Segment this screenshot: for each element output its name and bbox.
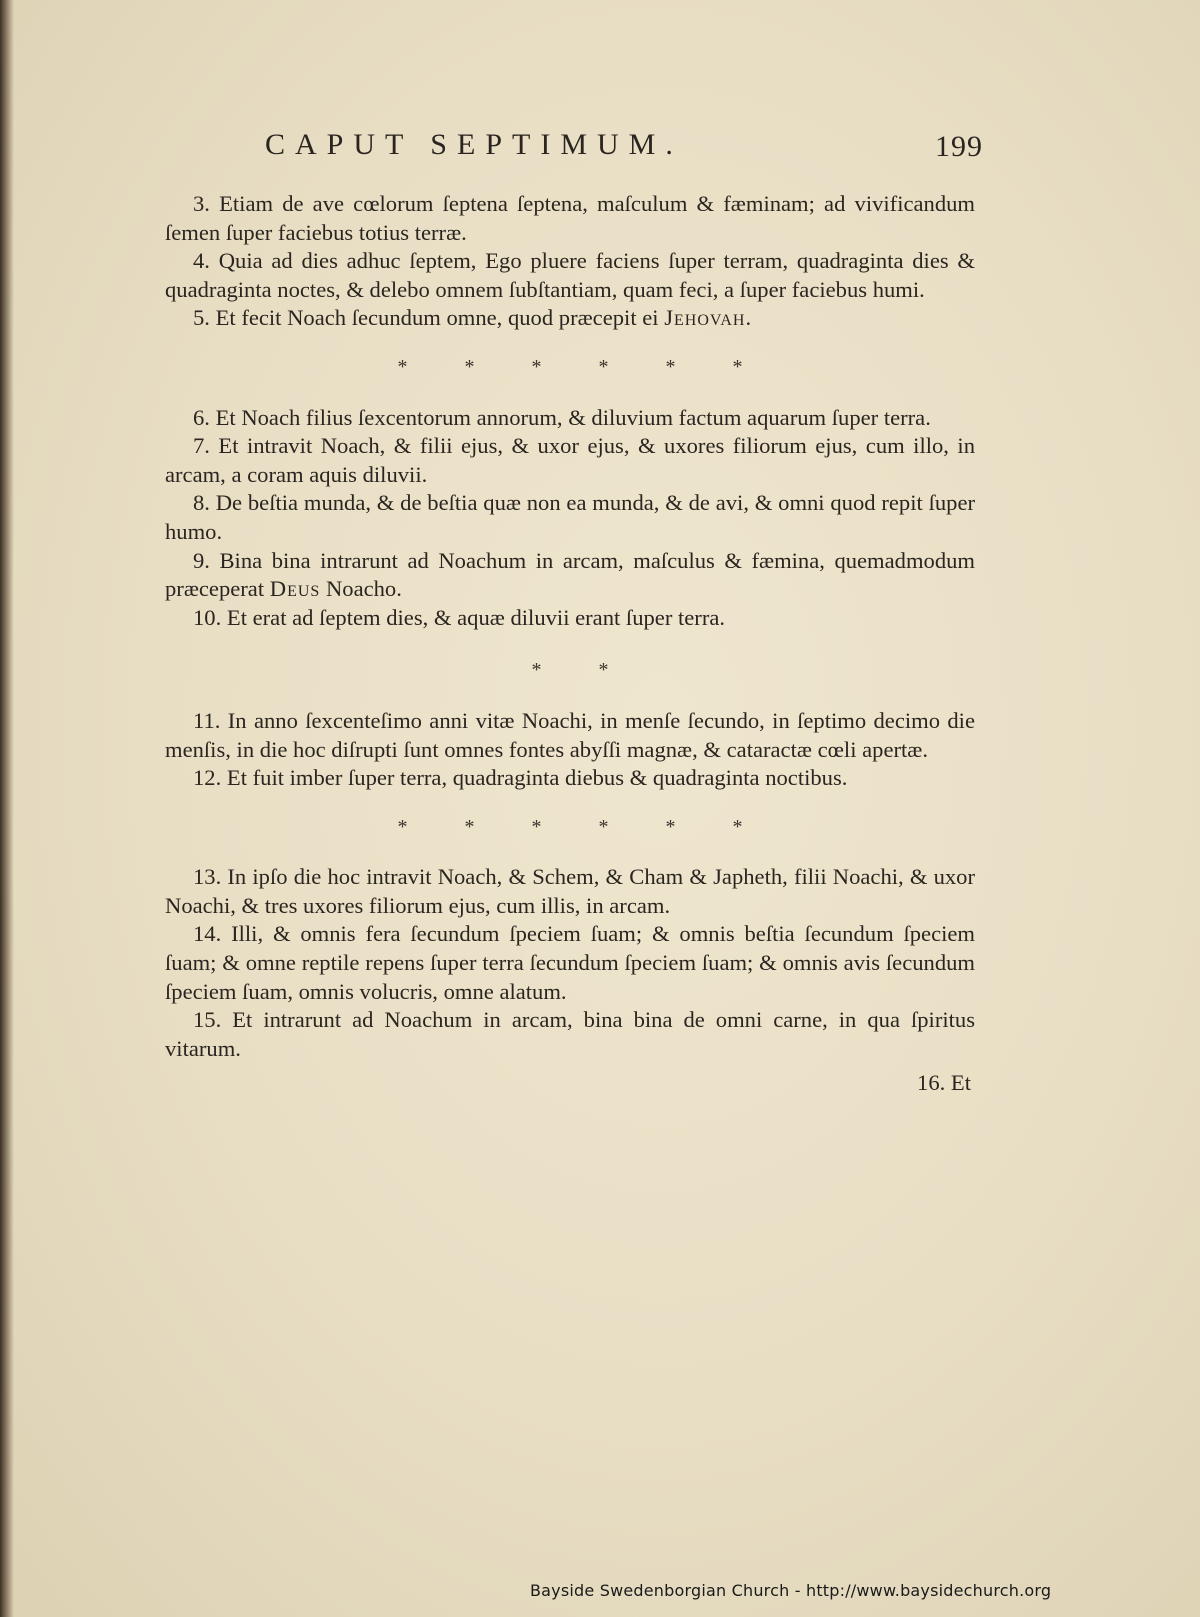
verse-15: 15. Et intrarunt ad Noachum in arcam, bina bina de omni carne, in qua ſpiritus vitarum.	[165, 1007, 975, 1061]
verse-11: 11. In anno ſexcenteſimo anni vitæ Noachi, in menſe ſecundo, in ſeptimo decimo die menſis, in die hoc diſrupti ſunt omnes fontes abyſſi magnæ, & cataractæ cœli apertæ.	[165, 707, 975, 762]
verse-14: 14. Illi, & omnis fera ſecundum ſpeciem ſuam; & omnis beſtia ſecundum ſpeciem ſuam; & omne reptile repens ſuper terra ſecundum ſpeciem ſuam; & omnis avis ſecundum ſpeciem ſuam, omnis volucris, omne alatum.	[165, 921, 975, 1004]
verse-6: 6. Et Noach filius ſexcentorum annorum, & diluvium factum aquarum ſuper terra.	[193, 404, 931, 430]
page-header	[265, 128, 985, 168]
verse-8: 8. De beſtia munda, & de beſtia quæ non ea munda, & de avi, & omni quod repit ſuper humo.	[165, 490, 975, 544]
verse-4: 4. Quia ad dies adhuc ſeptem, Ego pluere faciens ſuper terram, quadraginta dies & quadraginta noctes, & delebo omnem ſubſtantiam, quam feci, a ſuper faciebus humi.	[165, 248, 975, 302]
catchword: 16. Et	[917, 1070, 971, 1096]
verse-7: 7. Et intravit Noach, & filii ejus, & uxor ejus, & uxores filiorum ejus, cum illo, in arcam, a coram aquis diluvii.	[165, 433, 975, 487]
verse-12: 12. Et fuit imber ſuper terra, quadraginta diebus & quadraginta noctibus.	[193, 765, 848, 791]
verse-9	[165, 547, 975, 604]
body-text	[165, 190, 975, 1098]
verse-9-text: 9. Bina bina intrarunt ad Noachum in arcam, maſculus & fæmina, quemadmodum præceperat	[165, 547, 975, 602]
running-head: CAPUT SEPTIMUM.	[265, 128, 683, 161]
verse-9-end: Noacho.	[325, 576, 402, 602]
verse-10: 10. Et erat ad ſeptem dies, & aquæ diluvii erant ſuper terra.	[193, 604, 726, 630]
verse-3: 3. Etiam de ave cœlorum ſeptena ſeptena, maſculum & fæminam; ad vivificandum ſemen ſuper faciebus totius terræ.	[165, 191, 975, 245]
verse-13: 13. In ipſo die hoc intravit Noach, & Schem, & Cham & Japheth, filii Noachi, & uxor Noachi, & tres uxores filiorum ejus, cum illis, in arcam.	[165, 864, 975, 918]
section-divider-stars: * * * * * *	[397, 355, 769, 378]
divine-name-deus: Deus	[269, 576, 321, 602]
divine-name-jehovah: Jehovah.	[664, 305, 753, 331]
section-divider-stars-short: * *	[531, 659, 635, 682]
verse-5-text: 5. Et fecit Noach ſecundum omne, quod præcepit ei	[193, 305, 659, 331]
credit-watermark: Bayside Swedenborgian Church - http://www.baysidechurch.org	[530, 1581, 1052, 1600]
binding-shadow	[0, 0, 14, 1617]
verse-5	[165, 304, 975, 333]
page-number: 199	[935, 130, 983, 163]
section-divider-stars-second: * * * * * *	[397, 815, 769, 838]
